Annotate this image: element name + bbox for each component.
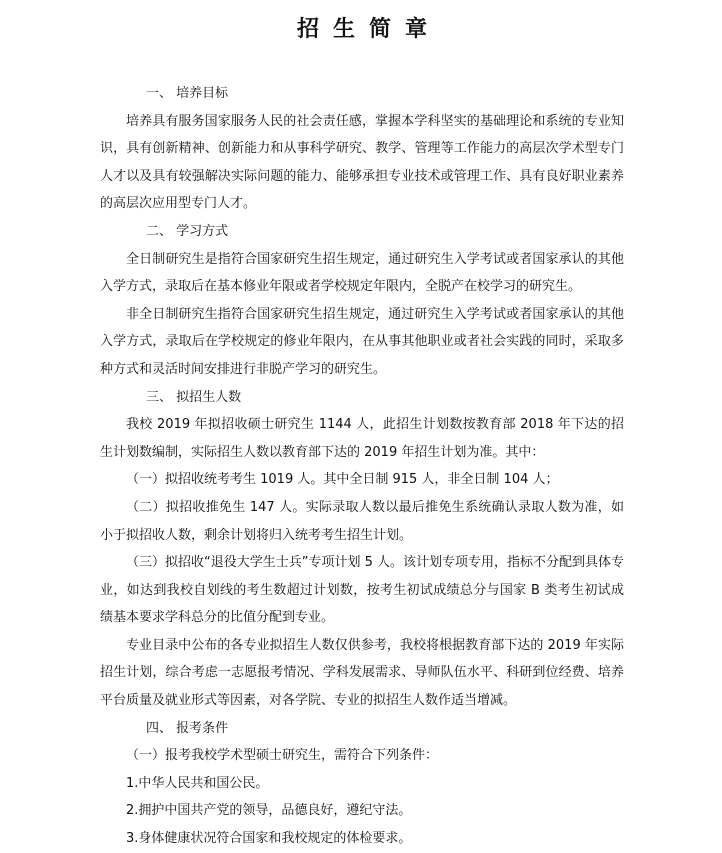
page-title: 招生简章: [296, 17, 441, 42]
condition-2: 2.拥护中国共产党的领导，品德良好，遵纪守法。: [126, 803, 412, 819]
section-2-paragraph-2: 非全日制研究生指符合国家研究生招生规定，通过研究生入学考试或者国家承认的其他入学方式，录取后在学校规定的修业年限内，在从事其他职业或者社会实践的同时，采取多种方式和灵活时间安排进行非脱产学习的研究生。: [100, 306, 624, 377]
section-4-item-1: （一）报考我校学术型硕士研究生，需符合下列条件：: [126, 748, 439, 764]
section-3-item-1: （一）拟招收统考考生 1019 人。其中全日制 915 人，非全日制 104 人；: [126, 472, 559, 488]
condition-3: 3.身体健康状况符合国家和我校规定的体检要求。: [126, 831, 412, 847]
section-4-heading: 四、 报考条件: [146, 720, 229, 736]
section-3-item-3: （三）拟招收“退役大学生士兵”专项计划 5 人。该计划专项专用，指标不分配到具体专业，如达到我校自划线的考生数超过计划数，按考生初试成绩总分与国家 B 类考生初试成绩基本要求学科总分的比值分配到专业。: [100, 555, 625, 626]
document-page: [0, 10, 722, 851]
condition-1: 1.中华人民共和国公民。: [126, 775, 269, 791]
section-3-item-2: （二）拟招收推免生 147 人。实际录取人数以最后推免生系统确认录取人数为准，如小于拟招收人数，剩余计划将归入统考考生招生计划。: [100, 499, 624, 543]
section-1-paragraph: 培养具有服务国家服务人民的社会责任感，掌握本学科坚实的基础理论和系统的专业知识，具有创新精神、创新能力和从事科学研究、教学、管理等工作能力的高层次学术型专门人才以及具有较强解决实际问题的能力、能够承担专业技术或管理工作、具有良好职业素养的高层次应用型专门人才。: [100, 113, 624, 212]
section-3-heading: 三、 拟招生人数: [146, 389, 242, 405]
section-1-heading: 一、 培养目标: [146, 86, 229, 101]
section-3-paragraph-2: 专业目录中公布的各专业拟招生人数仅供参考，我校将根据教育部下达的 2019 年实际招生计划，综合考虑一志愿报考情况、学科发展需求、导师队伍水平、科研到位经费、培养平台质量及就业形式等因素，对各学院、专业的拟招生人数作适当增减。: [100, 637, 624, 709]
section-3-paragraph-1: 我校 2019 年拟招收硕士研究生 1144 人，此招生计划数按教育部 2018 年下达的招生计划数编制，实际招生人数以教育部下达的 2019 年招生计划为准。其中：: [100, 417, 624, 460]
section-2-heading: 二、 学习方式: [146, 223, 229, 239]
document-body: [100, 80, 624, 853]
section-2-paragraph-1: 全日制研究生是指符合国家研究生招生规定，通过研究生入学考试或者国家承认的其他入学方式，录取后在基本修业年限或者学校规定年限内，全脱产在校学习的研究生。: [100, 251, 624, 295]
